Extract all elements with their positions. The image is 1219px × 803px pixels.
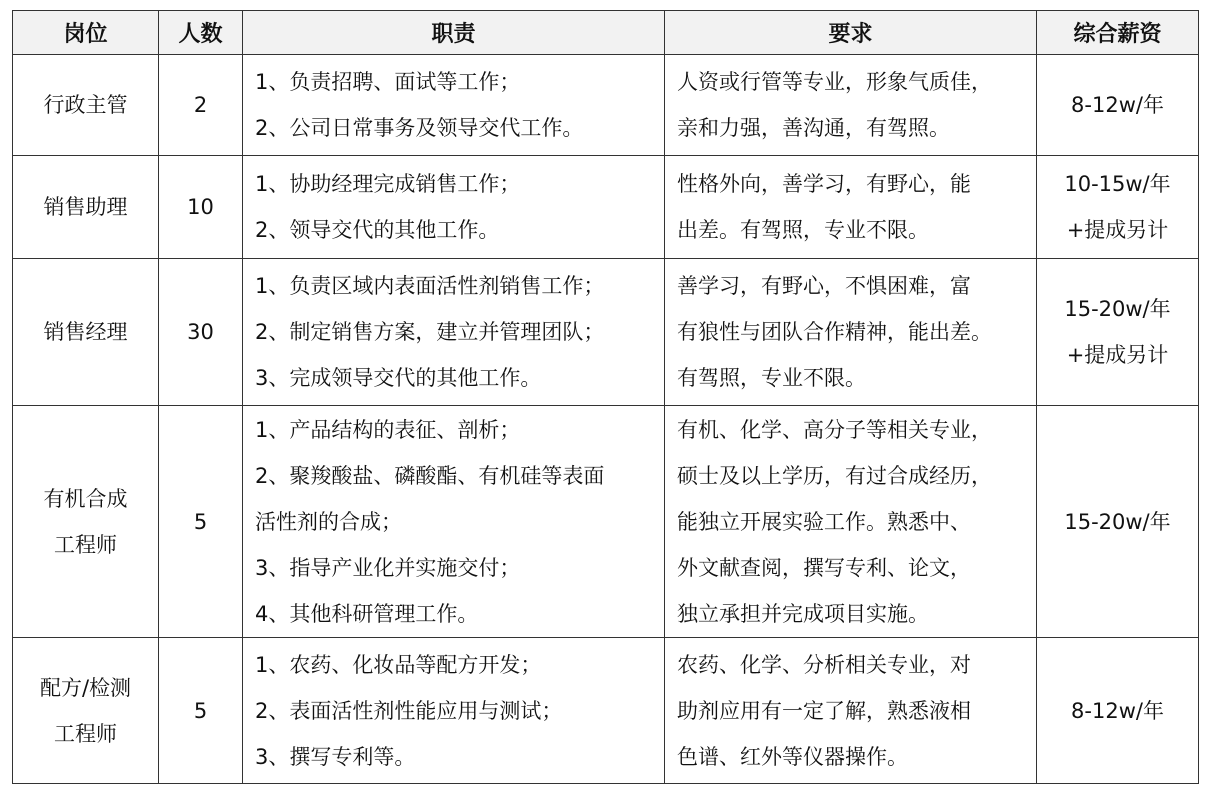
position-cell: 销售助理: [13, 156, 159, 259]
duty-item: 3、指导产业化并实施交付；: [255, 555, 521, 580]
duty-item: 4、其他科研管理工作。: [255, 601, 479, 626]
header-salary: 综合薪资: [1037, 11, 1199, 55]
position-cell: 行政主管: [13, 55, 159, 156]
salary-cell: 10-15w/年 +提成另计: [1037, 156, 1199, 259]
salary-cell: 8-12w/年: [1037, 55, 1199, 156]
header-count: 人数: [159, 11, 243, 55]
duties-cell: [243, 55, 665, 156]
requirements-cell: 农药、化学、分析相关专业，对 助剂应用有一定了解，熟悉液相 色谱、红外等仪器操作。: [665, 638, 1037, 784]
count-cell: 2: [159, 55, 243, 156]
salary-cell: 15-20w/年 +提成另计: [1037, 259, 1199, 406]
duties-cell: [243, 406, 665, 638]
table-row: [13, 55, 1199, 156]
table-row: [13, 638, 1199, 784]
duty-item: 1、负责区域内表面活性剂销售工作；: [255, 274, 605, 298]
position-cell: 销售经理: [13, 259, 159, 406]
table-row: [13, 259, 1199, 406]
duty-item: 1、农药、化妆品等配方开发；: [255, 652, 542, 677]
duty-item: 1、协助经理完成销售工作；: [255, 172, 521, 196]
header-position: 岗位: [13, 11, 159, 55]
duties-cell: [243, 156, 665, 259]
position-cell: 有机合成 工程师: [13, 406, 159, 638]
duty-item: 2、公司日常事务及领导交代工作。: [255, 116, 584, 140]
requirements-cell: 性格外向，善学习，有野心，能 出差。有驾照，专业不限。: [665, 156, 1037, 259]
count-cell: 5: [159, 638, 243, 784]
requirements-cell: 人资或行管等专业，形象气质佳， 亲和力强，善沟通，有驾照。: [665, 55, 1037, 156]
duty-item: 2、制定销售方案，建立并管理团队；: [255, 320, 605, 344]
position-cell: 配方/检测 工程师: [13, 638, 159, 784]
header-requirements: 要求: [665, 11, 1037, 55]
duty-item: 2、聚羧酸盐、磷酸酯、有机硅等表面 活性剂的合成；: [255, 463, 605, 534]
count-cell: 10: [159, 156, 243, 259]
salary-cell: 15-20w/年: [1037, 406, 1199, 638]
duties-cell: [243, 638, 665, 784]
count-cell: 30: [159, 259, 243, 406]
salary-cell: 8-12w/年: [1037, 638, 1199, 784]
requirements-cell: 善学习，有野心，不惧困难，富 有狼性与团队合作精神，能出差。 有驾照，专业不限。: [665, 259, 1037, 406]
requirements-cell: 有机、化学、高分子等相关专业， 硕士及以上学历，有过合成经历， 能独立开展实验工作。熟悉中、 外文献查阅，撰写专利、论文， 独立承担并完成项目实施。: [665, 406, 1037, 638]
recruitment-table: [12, 10, 1199, 784]
duty-item: 3、完成领导交代的其他工作。: [255, 366, 542, 390]
table-row: [13, 406, 1199, 638]
header-duties: 职责: [243, 11, 665, 55]
table-row: [13, 156, 1199, 259]
header-row: [13, 11, 1199, 55]
duty-item: 1、产品结构的表征、剖析；: [255, 417, 521, 442]
duty-item: 1、负责招聘、面试等工作；: [255, 70, 521, 94]
duty-item: 3、撰写专利等。: [255, 744, 416, 769]
duties-cell: [243, 259, 665, 406]
duty-item: 2、表面活性剂性能应用与测试；: [255, 698, 563, 723]
count-cell: 5: [159, 406, 243, 638]
duty-item: 2、领导交代的其他工作。: [255, 218, 500, 242]
